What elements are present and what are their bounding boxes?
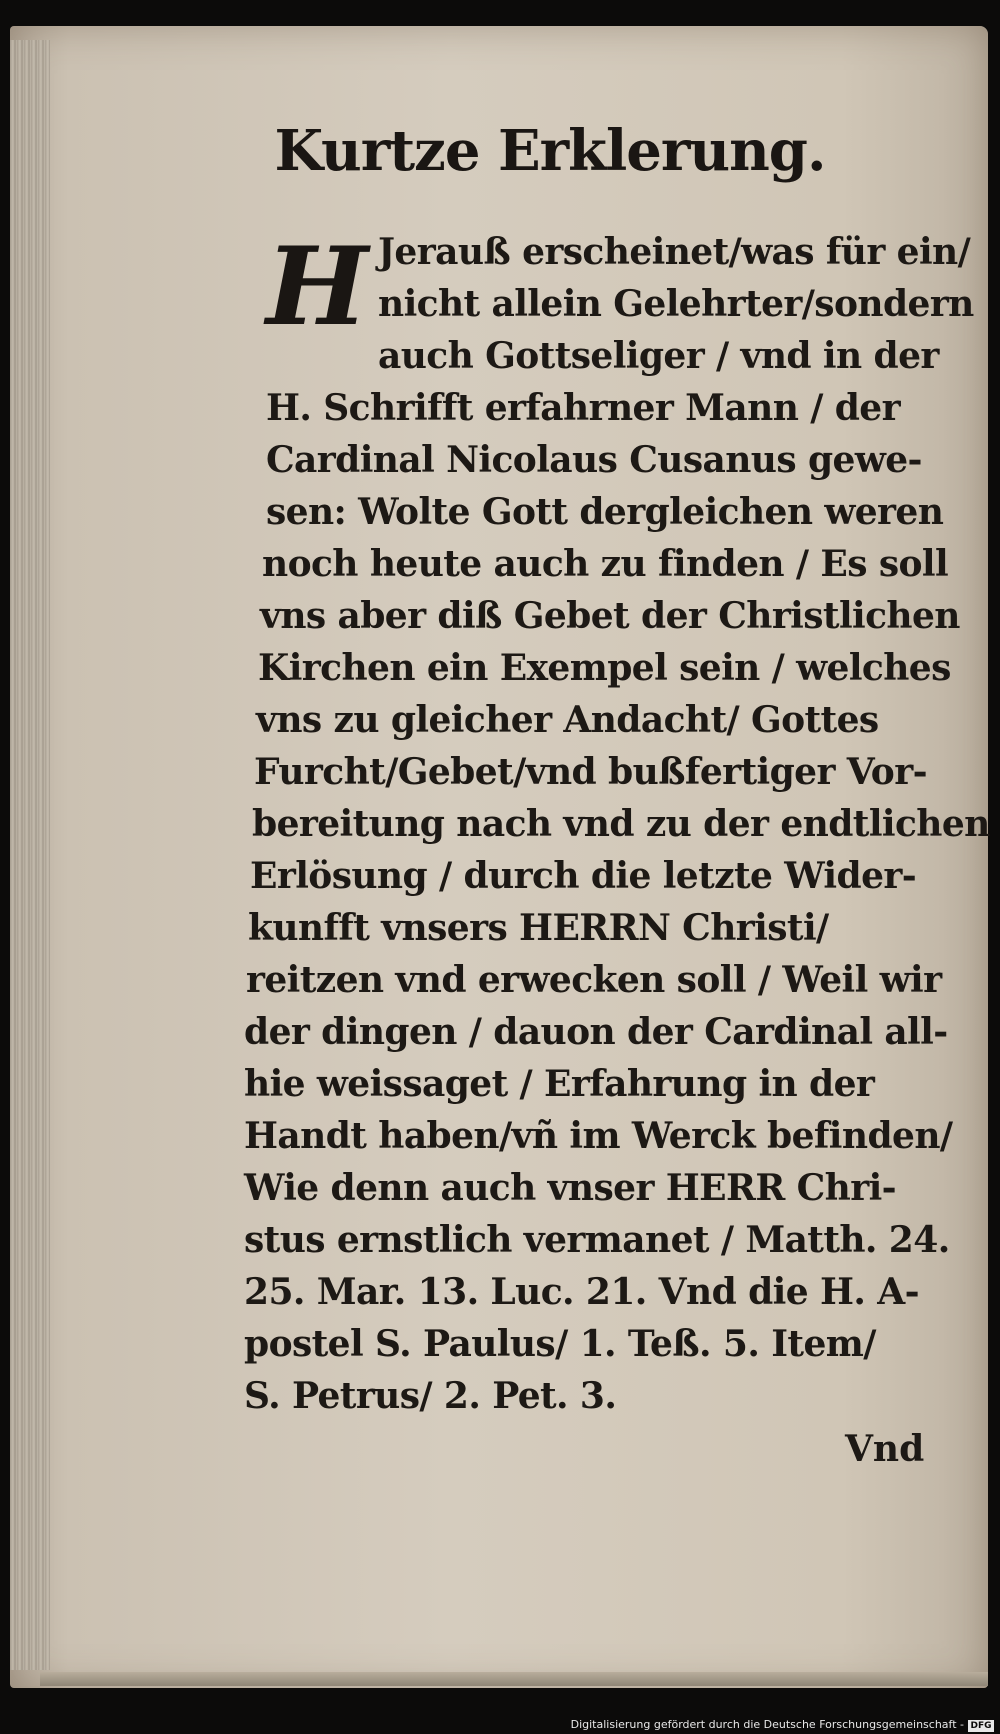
text-line: Furcht/Gebet/vnd bußfertiger Vor- — [254, 751, 927, 793]
funding-credit: Digitalisierung gefördert durch die Deutsche Forschungsgemeinschaft - — [570, 1718, 964, 1731]
text-line: auch Gottseliger / vnd in der — [378, 335, 939, 377]
text-line: reitzen vnd erwecken soll / Weil wir — [246, 959, 942, 1001]
text-line: sen: Wolte Gott dergleichen weren — [266, 491, 944, 533]
page-bottom-edge — [40, 1672, 988, 1686]
text-line: kunfft vnsers HERRN Christi/ — [248, 907, 829, 949]
text-line: stus ernstlich vermanet / Matth. 24. — [244, 1219, 950, 1261]
page-heading: Kurtze Erklerung. — [274, 118, 826, 184]
footer-bar — [0, 1718, 1000, 1734]
text-line: noch heute auch zu finden / Es soll — [262, 543, 949, 585]
text-line: H. Schrifft erfahrner Mann / der — [266, 387, 900, 429]
text-line: Handt haben/vñ im Werck befinden/ — [244, 1115, 953, 1157]
dfg-logo: DFG — [968, 1720, 994, 1732]
text-line: postel S. Paulus/ 1. Teß. 5. Item/ — [244, 1323, 876, 1365]
text-line: nicht allein Gelehrter/sondern — [378, 283, 974, 325]
text-line: 25. Mar. 13. Luc. 21. Vnd die H. A- — [244, 1271, 919, 1313]
text-line: bereitung nach vnd zu der endtlichen — [252, 803, 990, 845]
text-line: Jerauß erscheinet/was für ein/ — [378, 231, 971, 273]
text-line: vns zu gleicher Andacht/ Gottes — [256, 699, 879, 741]
text-line: Erlösung / durch die letzte Wider- — [250, 855, 917, 897]
page-edge-stack — [10, 40, 50, 1670]
text-line: Wie denn auch vnser HERR Chri- — [244, 1167, 896, 1209]
drop-cap-initial: H — [266, 224, 369, 350]
text-line: Kirchen ein Exempel sein / welches — [258, 647, 951, 689]
catchword: Vnd — [845, 1428, 925, 1470]
text-line: der dingen / dauon der Cardinal all- — [244, 1011, 948, 1053]
text-line: S. Petrus/ 2. Pet. 3. — [244, 1375, 617, 1417]
text-line: Cardinal Nicolaus Cusanus gewe- — [266, 439, 922, 481]
text-line: vns aber diß Gebet der Christlichen — [260, 595, 960, 637]
text-line: hie weissaget / Erfahrung in der — [244, 1063, 875, 1105]
